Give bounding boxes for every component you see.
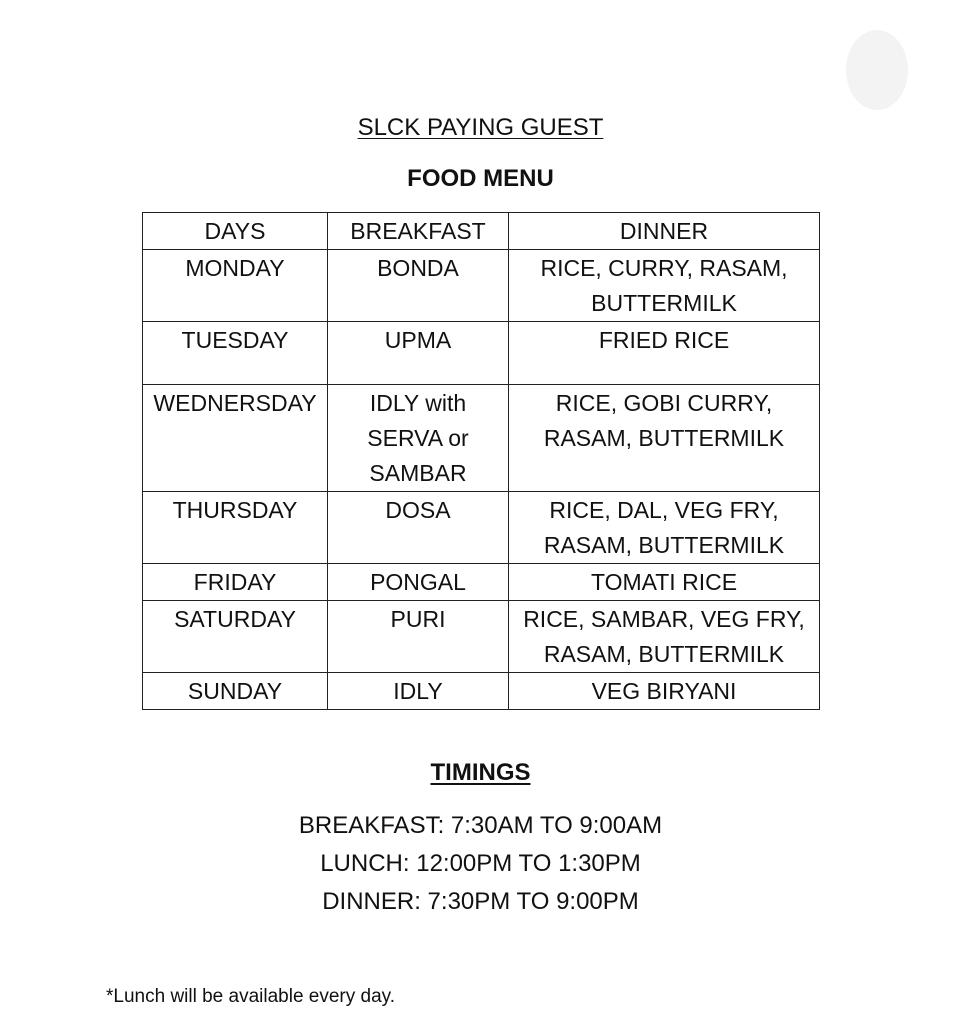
breakfast-line: UPMA: [384, 327, 452, 353]
dinner-cell: [509, 250, 820, 322]
footnote: *Lunch will be available every day.: [106, 986, 396, 1007]
table-row-thursday: [143, 492, 820, 564]
dinner-line: RICE, SAMBAR, VEG FRY,: [523, 606, 805, 632]
dinner-line: RASAM, BUTTERMILK: [543, 532, 785, 558]
day-cell: THURSDAY: [143, 492, 328, 564]
breakfast-cell: [328, 601, 509, 673]
dinner-cell: [509, 322, 820, 385]
breakfast-line: IDLY with: [369, 390, 467, 416]
timings-heading: TIMINGS: [430, 759, 531, 786]
dinner-line: RICE, CURRY, RASAM,: [540, 255, 788, 281]
header-days: DAYS: [143, 213, 328, 250]
header-dinner: DINNER: [509, 213, 820, 250]
timings-list: [0, 807, 961, 921]
dinner-cell: [509, 385, 820, 492]
document-subtitle: FOOD MENU: [407, 165, 554, 192]
breakfast-line: BONDA: [377, 255, 459, 281]
breakfast-line: PURI: [390, 606, 446, 632]
dinner-cell: [509, 492, 820, 564]
day-cell: SATURDAY: [143, 601, 328, 673]
breakfast-line: PONGAL: [370, 569, 466, 595]
timing-lunch: LUNCH: 12:00PM TO 1:30PM: [320, 850, 641, 877]
breakfast-cell: [328, 673, 509, 710]
breakfast-cell: [328, 564, 509, 601]
dinner-cell: [509, 673, 820, 710]
table-row-saturday: [143, 601, 820, 673]
day-cell: SUNDAY: [143, 673, 328, 710]
dinner-line: RASAM, BUTTERMILK: [543, 425, 785, 451]
breakfast-line: DOSA: [385, 497, 451, 523]
scan-smudge: [846, 30, 908, 110]
food-menu-table: [142, 212, 820, 710]
day-cell: MONDAY: [143, 250, 328, 322]
breakfast-cell: [328, 492, 509, 564]
dinner-line: RASAM, BUTTERMILK: [543, 641, 785, 667]
day-cell: WEDNERSDAY: [143, 385, 328, 492]
table-row-tuesday: [143, 322, 820, 385]
timing-dinner: DINNER: 7:30PM TO 9:00PM: [322, 888, 639, 915]
document-title: SLCK PAYING GUEST: [357, 114, 604, 141]
dinner-line: RICE, GOBI CURRY,: [555, 390, 773, 416]
header-breakfast: BREAKFAST: [328, 213, 509, 250]
breakfast-line: SAMBAR: [369, 460, 467, 486]
dinner-line: BUTTERMILK: [591, 290, 737, 316]
dinner-line: TOMATI RICE: [590, 569, 738, 595]
dinner-line: FRIED RICE: [598, 327, 730, 353]
dinner-line: RICE, DAL, VEG FRY,: [549, 497, 779, 523]
table-row-sunday: [143, 673, 820, 710]
table-row-monday: [143, 250, 820, 322]
table-row-wednesday: [143, 385, 820, 492]
breakfast-cell: [328, 385, 509, 492]
table-header-row: [143, 213, 820, 250]
day-cell: TUESDAY: [143, 322, 328, 385]
timing-breakfast: BREAKFAST: 7:30AM TO 9:00AM: [298, 812, 663, 839]
breakfast-cell: [328, 250, 509, 322]
day-cell: FRIDAY: [143, 564, 328, 601]
dinner-cell: [509, 564, 820, 601]
dinner-line: VEG BIRYANI: [591, 678, 737, 704]
table-row-friday: [143, 564, 820, 601]
dinner-cell: [509, 601, 820, 673]
breakfast-line: IDLY: [393, 678, 443, 704]
breakfast-line: SERVA or: [367, 425, 469, 451]
breakfast-cell: [328, 322, 509, 385]
